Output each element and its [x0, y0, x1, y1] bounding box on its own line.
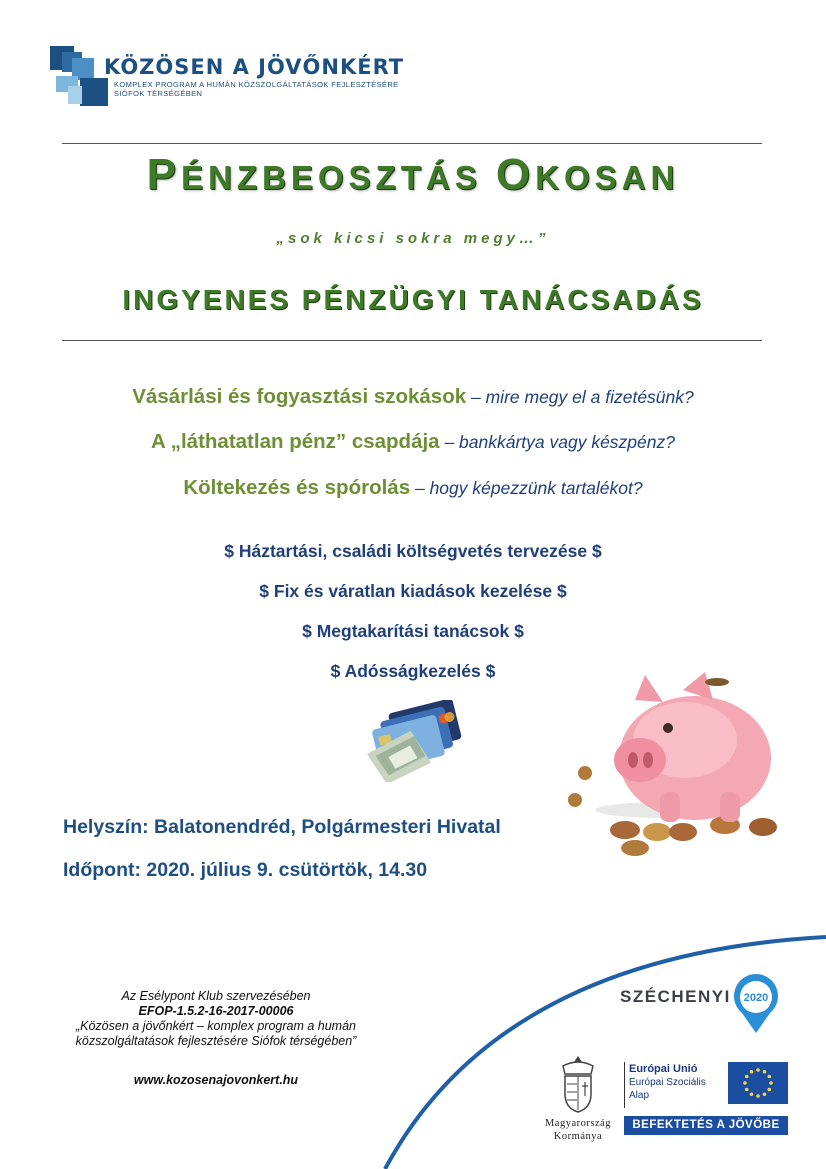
title-word-1: ÉNZBEOSZTÁS — [181, 159, 496, 196]
topic-question: – hogy képezzünk tartalékot? — [410, 478, 643, 498]
service-item: $ Adósságkezelés $ — [330, 661, 496, 681]
title-word-2: KOSAN — [535, 159, 680, 196]
cards-cash-icon — [355, 700, 473, 782]
organizer-line: Az Esélypont Klub szervezésében — [121, 989, 311, 1003]
eu-star-icon — [756, 1094, 760, 1098]
topic-line — [0, 476, 826, 500]
eu-star-icon — [750, 1070, 754, 1074]
eu-star-icon — [763, 1070, 767, 1074]
page-title — [0, 150, 826, 200]
eu-star-icon — [769, 1081, 773, 1085]
topic-heading: Költekezés és spórolás — [183, 476, 411, 499]
logo-subtitle-line2: SIÓFOK TÉRSÉGÉBEN — [114, 89, 203, 98]
logo-title: KÖZÖSEN A JÖVŐNKÉRT — [104, 55, 405, 79]
szechenyi-label: SZÉCHENYI — [620, 987, 731, 1006]
event-location: Helyszín: Balatonendréd, Polgármesteri Hivatal — [63, 816, 501, 838]
top-divider — [62, 143, 762, 144]
topic-heading: A „láthatatlan pénz” csapdája — [150, 430, 440, 453]
eu-flag-icon — [728, 1062, 788, 1104]
topic-question: – mire megy el a fizetésünk? — [466, 387, 694, 407]
eu-label — [624, 1062, 727, 1108]
gov-line: Magyarország — [544, 1118, 612, 1129]
szechenyi-pin-icon — [732, 973, 780, 1035]
hungary-crest-icon — [553, 1052, 603, 1114]
invest-banner: BEFEKTETÉS A JÖVŐBE — [624, 1116, 788, 1135]
eu-line: Európai Szociális — [629, 1077, 706, 1088]
eu-star-icon — [767, 1088, 771, 1092]
service-item: $ Megtakarítási tanácsok $ — [302, 621, 524, 641]
topic-question: – bankkártya vagy készpénz? — [439, 432, 675, 452]
piggy-bank-icon — [545, 660, 785, 860]
logo-subtitle-line1: KOMPLEX PROGRAM A HUMÁN KÖZSZOLGÁLTATÁSOK FEJLESZTÉSÉRE — [114, 80, 399, 89]
gov-line: Kormánya — [553, 1131, 603, 1142]
service-item: $ Fix és váratlan kiadások kezelése $ — [259, 581, 567, 601]
project-logo — [50, 46, 112, 108]
eu-line: Európai Unió — [629, 1063, 698, 1075]
website-link[interactable]: www.kozosenajovonkert.hu — [133, 1073, 299, 1087]
motto: „sok kicsi sokra megy…” — [276, 230, 550, 247]
service-item: $ Háztartási, családi költségvetés tervezése $ — [224, 541, 602, 561]
project-code: EFOP-1.5.2-16-2017-00006 — [138, 1004, 294, 1018]
organizer-note — [46, 989, 386, 1049]
logo-squares-icon — [50, 46, 112, 108]
page-subtitle: INGYENES PÉNZÜGYI TANÁCSADÁS — [122, 284, 704, 315]
topic-line — [0, 430, 826, 454]
logo-subtitle — [114, 80, 399, 98]
eu-star-icon — [745, 1075, 749, 1079]
eu-star-icon — [756, 1068, 760, 1072]
eu-star-icon — [763, 1092, 767, 1096]
program-line: „Közösen a jövőnkért – komplex program a humán — [75, 1019, 356, 1033]
eu-star-icon — [743, 1081, 747, 1085]
program-line: közszolgáltatások fejlesztésére Siófok térségében” — [75, 1034, 357, 1048]
title-initial-o: O — [495, 150, 536, 199]
eu-star-icon — [767, 1075, 771, 1079]
event-time: Időpont: 2020. július 9. csütörtök, 14.30 — [63, 859, 428, 881]
eu-star-icon — [745, 1088, 749, 1092]
government-label — [528, 1117, 628, 1143]
eu-star-icon — [750, 1092, 754, 1096]
header-divider — [62, 340, 762, 341]
topic-heading: Vásárlási és fogyasztási szokások — [132, 385, 467, 408]
szechenyi-year: 2020 — [743, 992, 769, 1004]
topic-line — [0, 385, 826, 409]
eu-line: Alap — [629, 1090, 650, 1101]
title-initial-p: P — [146, 150, 182, 199]
